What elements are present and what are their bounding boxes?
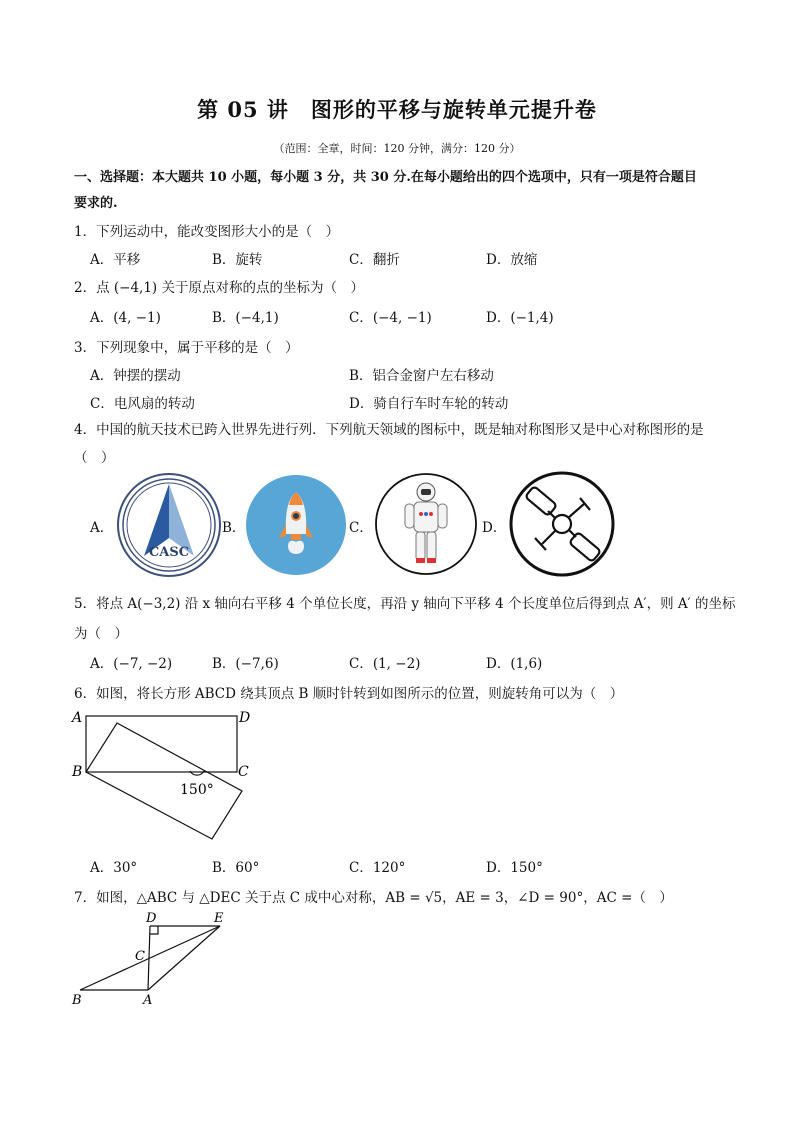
question-2-option-b[interactable]: B．(−4,1) bbox=[212, 310, 279, 326]
question-4-stem-line2: （ ） bbox=[74, 450, 115, 466]
label-b: B bbox=[72, 764, 83, 780]
section-heading-line1: 一、选择题：本大题共 10 小题，每小题 3 分，共 30 分.在每小题给出的四个选项中，只有一项是符合题目 bbox=[74, 170, 697, 185]
label-angle: 150° bbox=[180, 782, 214, 798]
astronaut-icon[interactable] bbox=[374, 472, 478, 576]
label-a: A bbox=[72, 710, 83, 726]
question-3-option-c[interactable]: C．电风扇的转动 bbox=[90, 396, 195, 412]
label-d: D bbox=[239, 710, 251, 726]
question-1-option-d[interactable]: D．放缩 bbox=[486, 252, 538, 268]
label-a: A bbox=[143, 993, 153, 1008]
question-6-option-b[interactable]: B．60° bbox=[212, 860, 260, 876]
question-5-option-a[interactable]: A．(−7, −2) bbox=[90, 656, 173, 672]
question-6-option-d[interactable]: D．150° bbox=[486, 860, 543, 876]
exam-scope-subtitle: （范围：全章，时间：120 分钟，满分：120 分） bbox=[273, 142, 521, 155]
question-4-option-d[interactable]: D． bbox=[482, 520, 507, 536]
question-5-option-c[interactable]: C．(1, −2) bbox=[349, 656, 421, 672]
question-2-stem: 2．点 (−4,1) 关于原点对称的点的坐标为（ ） bbox=[74, 280, 364, 296]
question-1-option-a[interactable]: A．平移 bbox=[90, 252, 141, 268]
label-e: E bbox=[214, 911, 224, 926]
question-5-option-b[interactable]: B．(−7,6) bbox=[212, 656, 279, 672]
rectangle-abcd bbox=[86, 716, 237, 772]
question-6-stem: 6．如图，将长方形 ABCD 绕其顶点 B 顺时针转到如图所示的位置，则旋转角可以为（ ） bbox=[74, 686, 624, 702]
question-3-stem: 3．下列现象中，属于平移的是（ ） bbox=[74, 340, 299, 356]
label-d: D bbox=[146, 911, 157, 926]
question-4-option-a[interactable]: A． bbox=[90, 520, 114, 536]
question-3-option-d[interactable]: D．骑自行车时车轮的转动 bbox=[349, 396, 509, 412]
question-2-option-c[interactable]: C．(−4, −1) bbox=[349, 310, 432, 326]
rocket-icon[interactable] bbox=[245, 474, 347, 576]
section-heading-line2: 要求的. bbox=[74, 196, 118, 211]
label-c: C bbox=[135, 949, 145, 964]
rotated-rectangle bbox=[86, 723, 242, 839]
satellite-icon[interactable] bbox=[508, 470, 616, 578]
question-1-option-c[interactable]: C．翻折 bbox=[349, 252, 400, 268]
question-7-stem: 7．如图，△ABC 与 △DEC 关于点 C 成中心对称，AB = √5，AE = 3，∠D = 90°，AC =（ ） bbox=[74, 890, 673, 906]
question-3-option-b[interactable]: B．铝合金窗户左右移动 bbox=[349, 368, 494, 384]
question-5-stem-line1: 5．将点 A(−3,2) 沿 x 轴向右平移 4 个单位长度，再沿 y 轴向下平移 4 个长度单位后得到点 A′，则 A′ 的坐标 bbox=[74, 596, 736, 612]
page-title: 第 05 讲 图形的平移与旋转单元提升卷 bbox=[197, 97, 597, 122]
casc-logo-icon[interactable] bbox=[116, 472, 222, 578]
question-3-option-a[interactable]: A．钟摆的摆动 bbox=[90, 368, 181, 384]
question-4-stem-line1: 4．中国的航天技术已跨入世界先进行列．下列航天领域的图标中，既是轴对称图形又是中心对称图形的是 bbox=[74, 422, 704, 438]
label-b: B bbox=[72, 993, 82, 1008]
question-6-rectangle-figure bbox=[66, 704, 256, 854]
question-1-option-b[interactable]: B．旋转 bbox=[212, 252, 263, 268]
casc-logo-text: CASC bbox=[148, 545, 190, 560]
question-4-option-b[interactable]: B． bbox=[222, 520, 246, 536]
question-5-stem-line2: 为（ ） bbox=[74, 626, 128, 642]
question-6-option-c[interactable]: C．120° bbox=[349, 860, 406, 876]
question-2-option-d[interactable]: D．(−1,4) bbox=[486, 310, 554, 326]
question-2-option-a[interactable]: A．(4, −1) bbox=[90, 310, 161, 326]
question-7-triangle-figure bbox=[66, 908, 236, 1008]
question-1-stem: 1．下列运动中，能改变图形大小的是（ ） bbox=[74, 224, 340, 240]
question-4-option-c[interactable]: C． bbox=[349, 520, 373, 536]
label-c: C bbox=[238, 764, 249, 780]
question-6-option-a[interactable]: A．30° bbox=[90, 860, 138, 876]
question-5-option-d[interactable]: D．(1,6) bbox=[486, 656, 543, 672]
